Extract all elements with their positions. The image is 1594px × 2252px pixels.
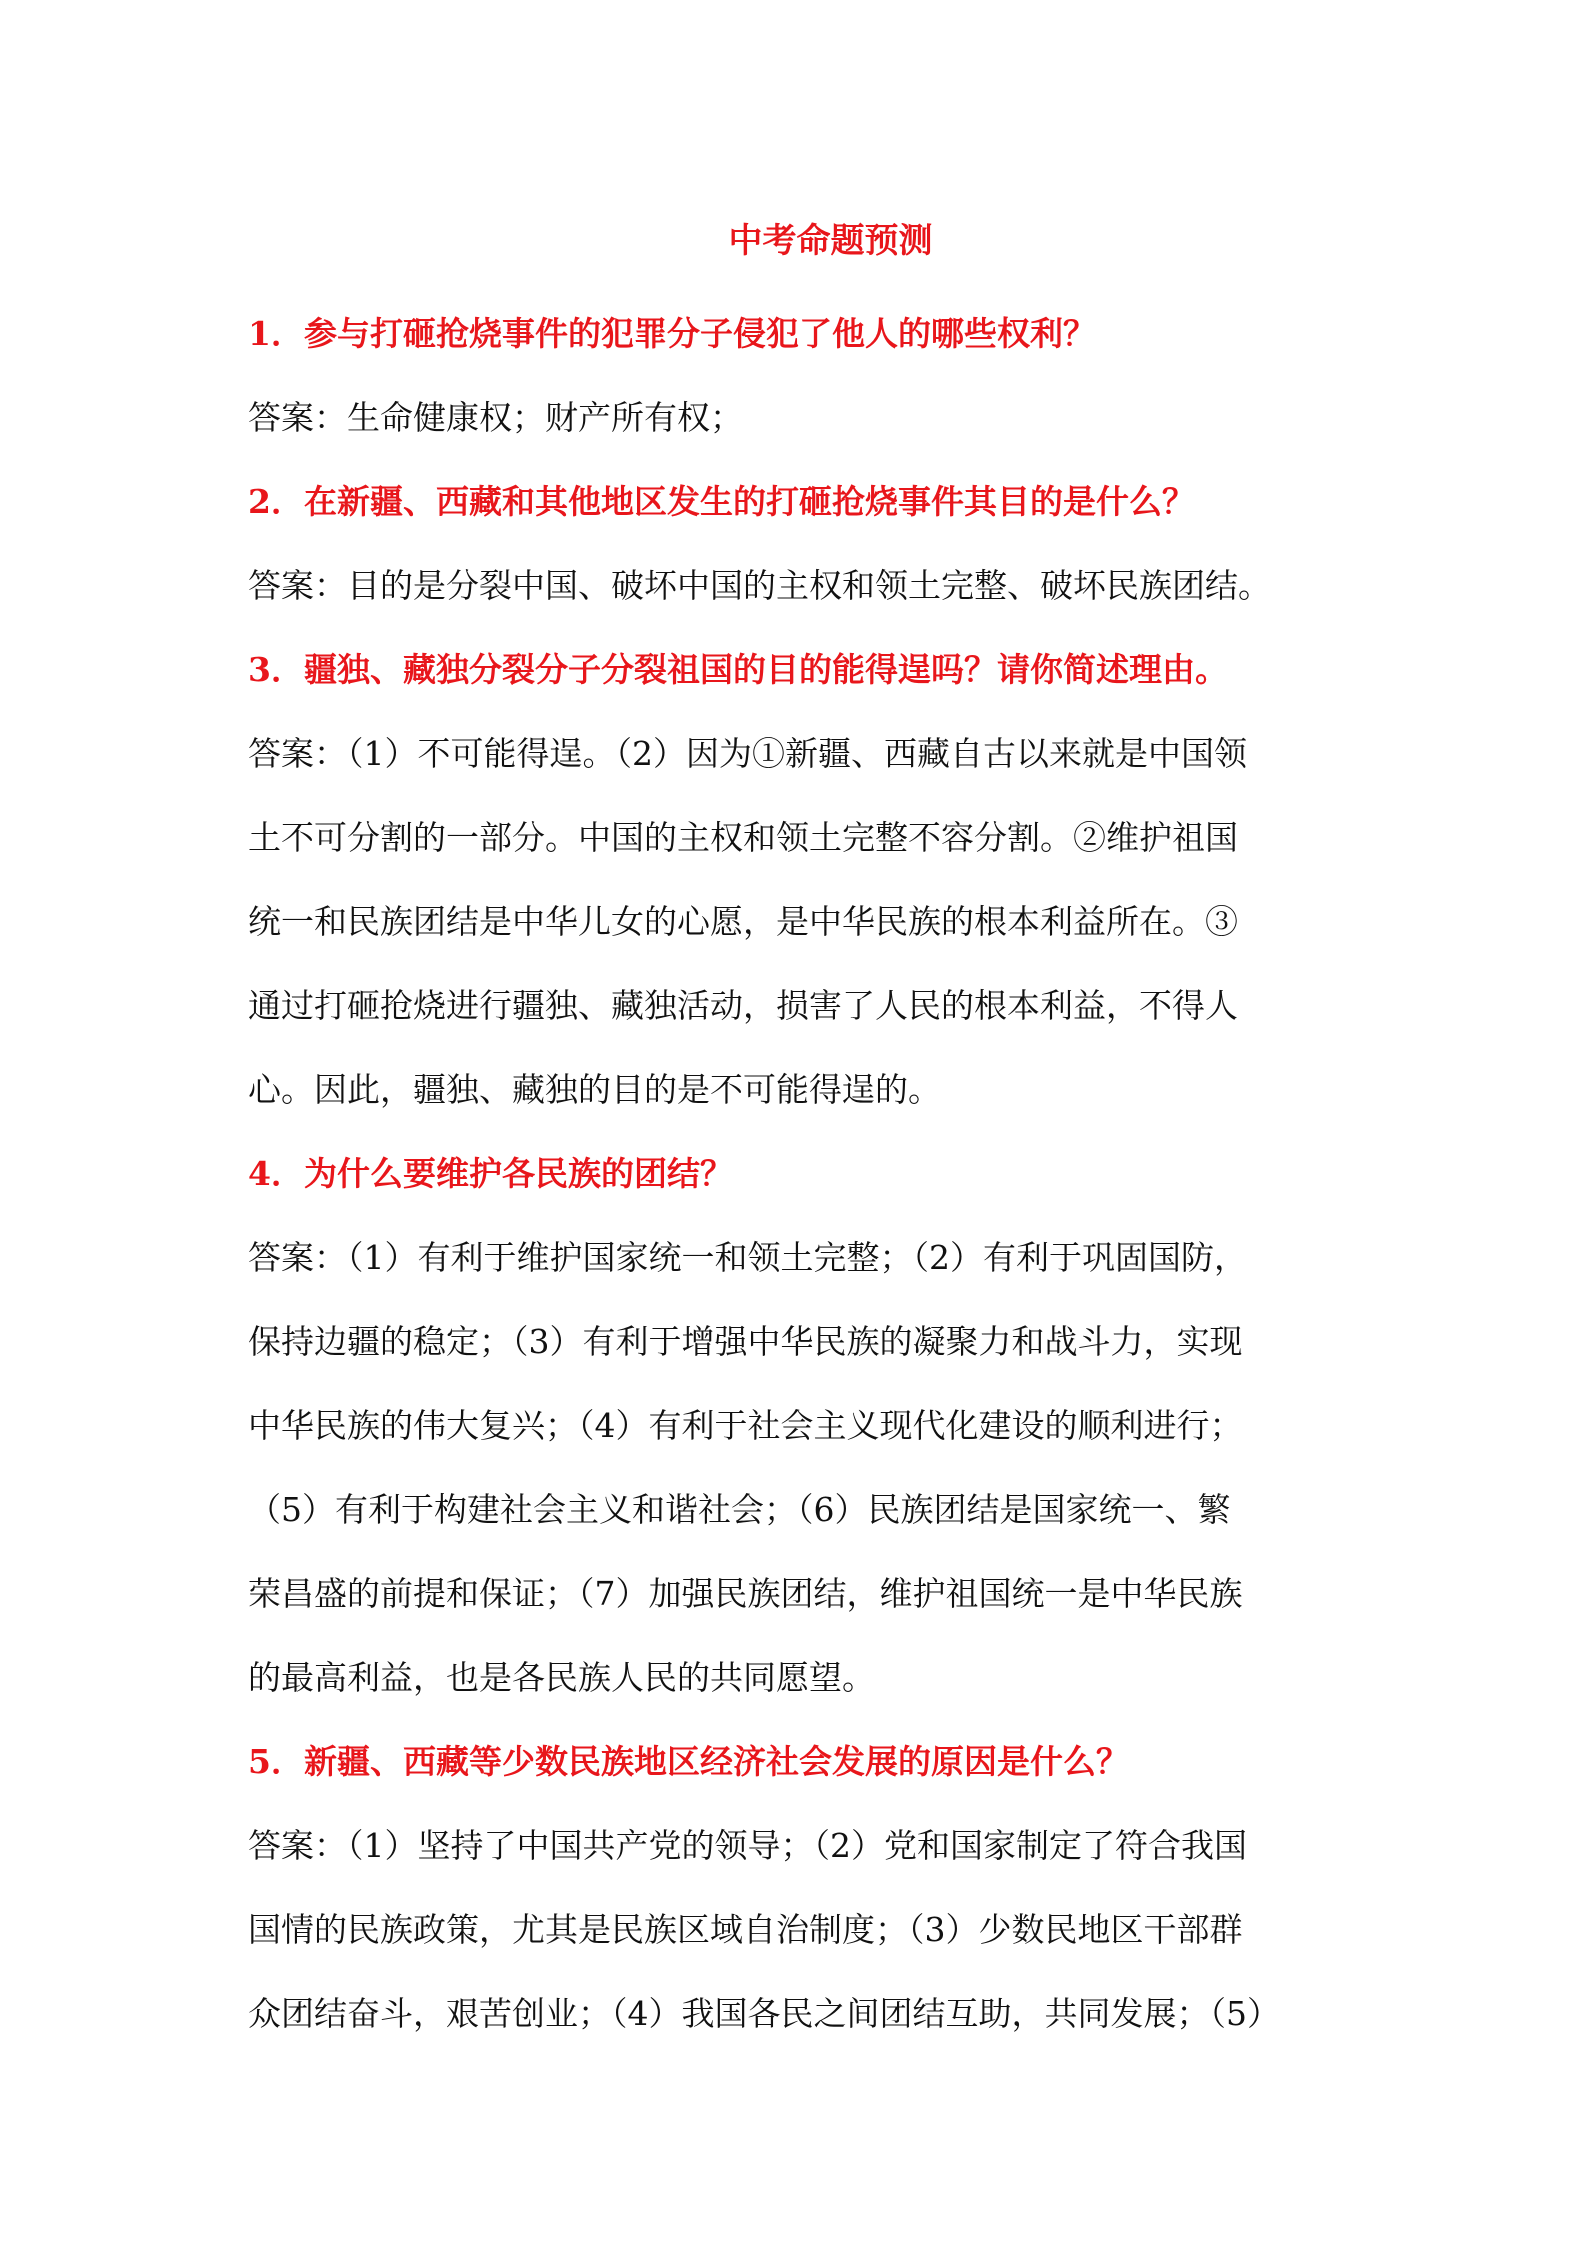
- answer-line: 统一和民族团结是中华儿女的心愿，是中华民族的根本利益所在。③: [248, 902, 1238, 941]
- question-3: 3．疆独、藏独分裂分子分裂祖国的目的能得逞吗？请你简述理由。: [248, 650, 1228, 689]
- answer-3: [248, 712, 1358, 1132]
- answer-line: （5）有利于构建社会主义和谐社会；（6）民族团结是国家统一、繁: [248, 1490, 1231, 1529]
- answer-line: 通过打砸抢烧进行疆独、藏独活动，损害了人民的根本利益，不得人: [248, 986, 1238, 1025]
- answer-line: 的最高利益，也是各民族人民的共同愿望。: [248, 1658, 875, 1697]
- answer-line: 中华民族的伟大复兴；（4）有利于社会主义现代化建设的顺利进行；: [248, 1406, 1243, 1445]
- page-title: 中考命题预测: [728, 221, 933, 261]
- answer-line: 答案：目的是分裂中国、破坏中国的主权和领土完整、破坏民族团结。: [248, 566, 1271, 605]
- answer-5: [248, 1804, 1358, 2056]
- question-1: 1．参与打砸抢烧事件的犯罪分子侵犯了他人的哪些权利？: [248, 314, 1096, 353]
- answer-line: 国情的民族政策，尤其是民族区域自治制度；（3）少数民地区干部群: [248, 1910, 1243, 1949]
- answer-line: 荣昌盛的前提和保证；（7）加强民族团结，维护祖国统一是中华民族: [248, 1574, 1243, 1613]
- question-4: 4．为什么要维护各民族的团结？: [248, 1154, 733, 1193]
- answer-line: 土不可分割的一部分。中国的主权和领土完整不容分割。②维护祖国: [248, 818, 1238, 857]
- answer-2: [248, 544, 1358, 628]
- question-5: 5．新疆、西藏等少数民族地区经济社会发展的原因是什么？: [248, 1742, 1129, 1781]
- answer-line: 答案：（1）有利于维护国家统一和领土完整；（2）有利于巩固国防，: [248, 1238, 1247, 1277]
- question-2: 2．在新疆、西藏和其他地区发生的打砸抢烧事件其目的是什么？: [248, 482, 1195, 521]
- answer-line: 答案：（1）不可能得逞。（2）因为①新疆、西藏自古以来就是中国领: [248, 734, 1247, 773]
- answer-line: 答案：（1）坚持了中国共产党的领导；（2）党和国家制定了符合我国: [248, 1826, 1247, 1865]
- answer-line: 众团结奋斗，艰苦创业；（4）我国各民之间团结互助，共同发展；（5）: [248, 1994, 1280, 2033]
- document-body: [248, 210, 1358, 2056]
- answer-line: 答案：生命健康权；财产所有权；: [248, 398, 743, 437]
- answer-line: 心。因此，疆独、藏独的目的是不可能得逞的。: [248, 1070, 941, 1109]
- answer-line: 保持边疆的稳定；（3）有利于增强中华民族的凝聚力和战斗力，实现: [248, 1322, 1243, 1361]
- answer-1: [248, 376, 1358, 460]
- answer-4: [248, 1216, 1358, 1720]
